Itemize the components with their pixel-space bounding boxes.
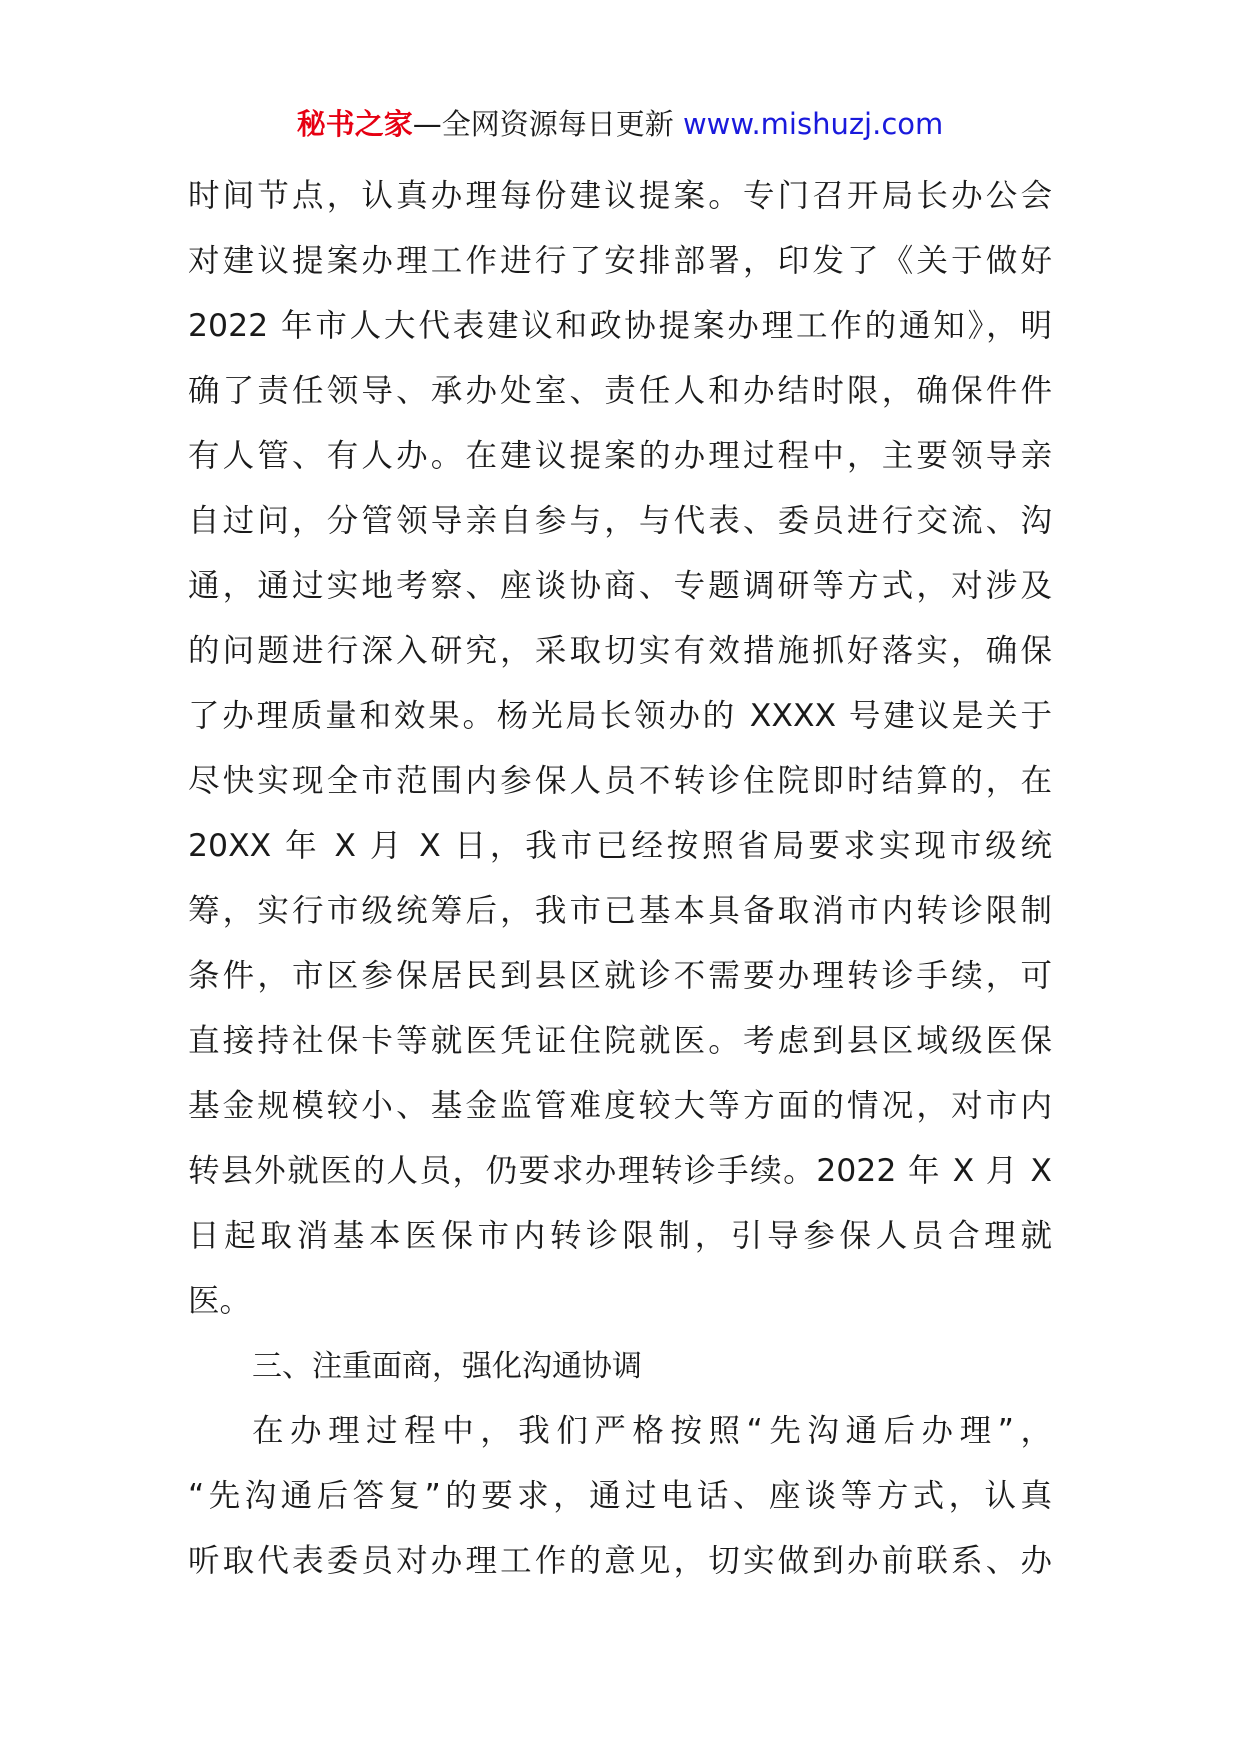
paragraph-line: 在办理过程中，我们严格按照“先沟通后办理”， xyxy=(252,1413,1052,1449)
paragraph-line: 听取代表委员对办理工作的意见，切实做到办前联系、办 xyxy=(188,1543,1052,1579)
paragraph-2 xyxy=(188,1399,1052,1594)
site-header xyxy=(0,104,1240,144)
paragraph-line: 对建议提案办理工作进行了安排部署，印发了《关于做好 xyxy=(188,243,1052,279)
paragraph-1 xyxy=(188,164,1052,1334)
paragraph-line: 筹，实行市级统筹后，我市已基本具备取消市内转诊限制 xyxy=(188,893,1052,929)
paragraph-line: 转县外就医的人员，仍要求办理转诊手续。2022 年 X 月 X xyxy=(188,1153,1052,1189)
paragraph-line: 通，通过实地考察、座谈协商、专题调研等方式，对涉及 xyxy=(188,568,1052,604)
paragraph-line: 基金规模较小、基金监管难度较大等方面的情况，对市内 xyxy=(188,1088,1052,1124)
section-heading: 三、注重面商，强化沟通协调 xyxy=(252,1349,642,1384)
paragraph-line: 时间节点，认真办理每份建议提案。专门召开局长办公会 xyxy=(188,178,1052,214)
paragraph-line: 自过问，分管领导亲自参与，与代表、委员进行交流、沟 xyxy=(188,503,1052,539)
paragraph-line: 医。 xyxy=(188,1283,252,1319)
paragraph-line: 20XX 年 X 月 X 日，我市已经按照省局要求实现市级统 xyxy=(188,828,1052,864)
paragraph-line: 确了责任领导、承办处室、责任人和办结时限，确保件件 xyxy=(188,373,1052,409)
paragraph-line: 了办理质量和效果。杨光局长领办的 XXXX 号建议是关于 xyxy=(188,698,1052,734)
site-url-link[interactable]: www.mishuzj.com xyxy=(682,107,944,141)
paragraph-line: 2022 年市人大代表建议和政协提案办理工作的通知》，明 xyxy=(188,308,1052,344)
paragraph-line: 条件，市区参保居民到县区就诊不需要办理转诊手续，可 xyxy=(188,958,1052,994)
paragraph-line: 日起取消基本医保市内转诊限制，引导参保人员合理就 xyxy=(188,1218,1052,1254)
paragraph-line: 尽快实现全市范围内参保人员不转诊住院即时结算的，在 xyxy=(188,763,1052,799)
paragraph-line: 有人管、有人办。在建议提案的办理过程中，主要领导亲 xyxy=(188,438,1052,474)
site-tagline: —全网资源每日更新 xyxy=(412,107,683,141)
site-brand: 秘书之家 xyxy=(296,107,413,141)
paragraph-line: “先沟通后答复”的要求，通过电话、座谈等方式，认真 xyxy=(188,1478,1052,1514)
paragraph-line: 的问题进行深入研究，采取切实有效措施抓好落实，确保 xyxy=(188,633,1052,669)
paragraph-line: 直接持社保卡等就医凭证住院就医。考虑到县区域级医保 xyxy=(188,1023,1052,1059)
document-body xyxy=(188,164,1052,1594)
